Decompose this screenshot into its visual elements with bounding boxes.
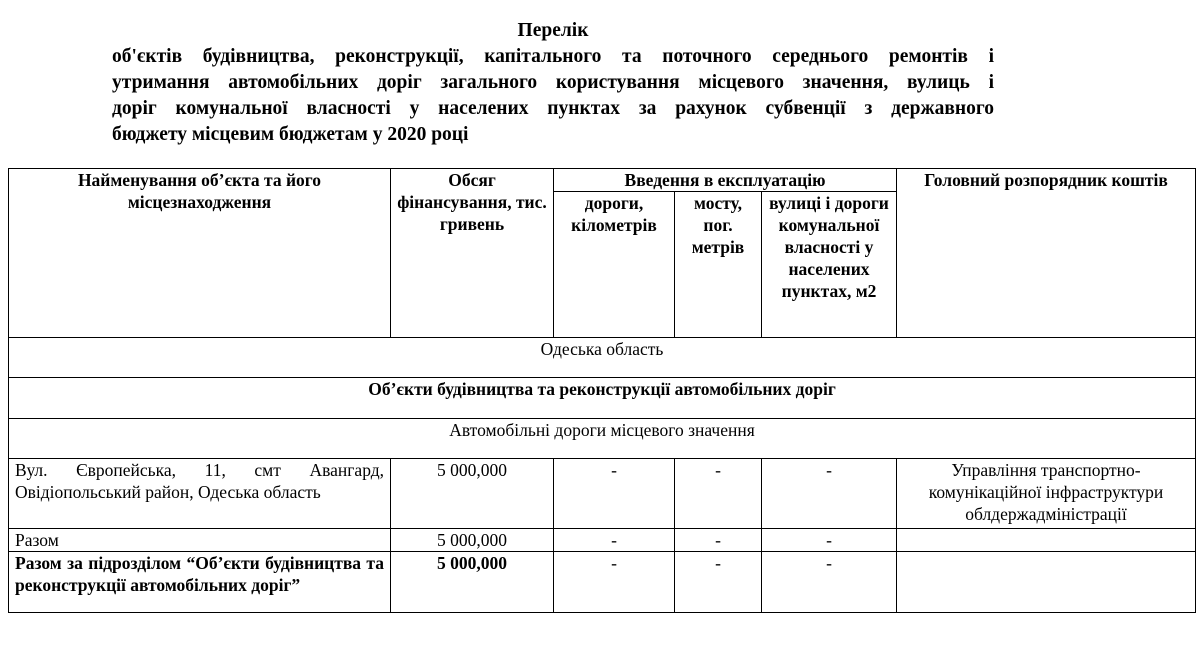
objects-table <box>8 168 1196 613</box>
table-row <box>9 459 1196 529</box>
sum-streets: - <box>762 529 897 552</box>
sum-roads: - <box>554 529 675 552</box>
title-line-1: об'єктів будівництва, реконструкції, капітального та поточного середнього ремонтів і <box>112 46 994 67</box>
total-manager <box>897 552 1196 613</box>
item-roads: - <box>554 459 675 529</box>
item-manager: Управління транспортно-комунікаційної інфраструктури облдержадміністрації <box>897 459 1196 529</box>
title-heading: Перелік <box>517 20 589 41</box>
item-bridge: - <box>675 459 762 529</box>
subsection-row: Автомобільні дороги місцевого значення <box>9 419 1196 459</box>
sum-bridge: - <box>675 529 762 552</box>
title-line-3: доріг комунальної власності у населених пунктах за рахунок субвенції з державного <box>112 98 994 119</box>
item-name: Вул. Європейська, 11, смт Авангард, Овідіопольський район, Одеська область <box>9 459 391 529</box>
item-funding: 5 000,000 <box>391 459 554 529</box>
total-bridge: - <box>675 552 762 613</box>
header-bridge: мосту, пог. метрів <box>675 192 762 338</box>
header-streets: вулиці і дороги комунальної власності у населених пунктах, м2 <box>762 192 897 338</box>
total-roads: - <box>554 552 675 613</box>
header-funding: Обсяг фінансування, тис. гривень <box>391 169 554 338</box>
total-streets: - <box>762 552 897 613</box>
header-manager: Головний розпорядник коштів <box>897 169 1196 338</box>
total-label: Разом за підрозділом “Об’єкти будівництва та реконструкції автомобільних доріг” <box>9 552 391 613</box>
header-commissioning: Введення в експлуатацію <box>554 169 897 192</box>
section-row: Об’єкти будівництва та реконструкції автомобільних доріг <box>9 378 1196 419</box>
title-line-2: утримання автомобільних доріг загального користування місцевого значення, вулиць і <box>112 72 994 93</box>
sum-label: Разом <box>9 529 391 552</box>
total-funding: 5 000,000 <box>391 552 554 613</box>
item-streets: - <box>762 459 897 529</box>
total-row <box>9 552 1196 613</box>
region-row: Одеська область <box>9 338 1196 378</box>
header-roads: дороги, кілометрів <box>554 192 675 338</box>
sum-manager <box>897 529 1196 552</box>
title-line-4: бюджету місцевим бюджетам у 2020 році <box>112 124 469 145</box>
document-title <box>112 18 994 148</box>
header-name: Найменування об’єкта та його місцезнаходження <box>9 169 391 338</box>
sum-funding: 5 000,000 <box>391 529 554 552</box>
sum-row <box>9 529 1196 552</box>
